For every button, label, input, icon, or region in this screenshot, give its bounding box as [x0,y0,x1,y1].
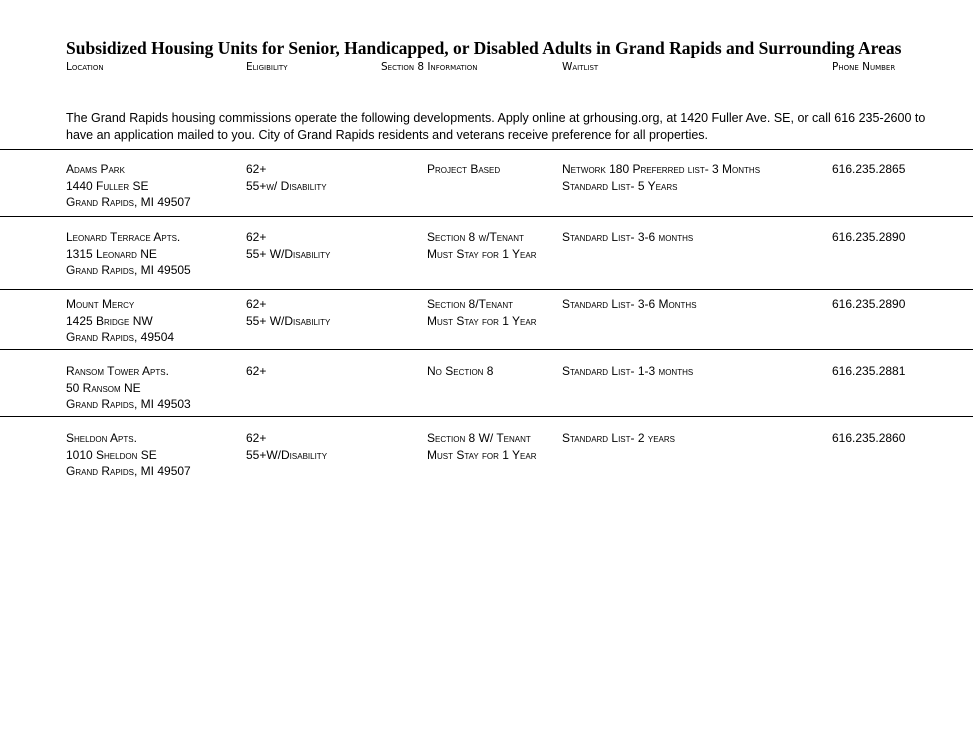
location-cell-line: Sheldon Apts. [66,431,137,445]
location-cell-line: Grand Rapids, MI 49507 [66,464,191,478]
table-row [0,363,978,423]
section8-cell [427,296,537,329]
eligibility-cell-line: 55+ W/Disability [246,246,331,261]
section8-cell [427,161,500,178]
eligibility-cell-line: 62+ [246,162,267,176]
eligibility-cell-line: 62+ [246,297,267,311]
location-cell-line: Adams Park [66,162,125,176]
phone-cell [832,363,905,380]
eligibility-cell [246,229,330,262]
eligibility-cell [246,161,327,194]
phone-cell [832,161,905,178]
section8-cell-line: Section 8 w/Tenant [427,230,524,244]
document-title: Subsidized Housing Units for Senior, Handicapped, or Disabled Adults in Grand Rapids and Surrounding Areas [66,38,902,58]
location-cell-line: Grand Rapids, 49504 [66,330,175,344]
location-cell [66,161,191,211]
eligibility-cell-line: 55+W/Disability [246,447,328,462]
section8-cell-line: Section 8/Tenant [427,297,514,311]
table-row [0,296,978,356]
waitlist-cell-line: Standard List- 3-6 months [562,230,694,244]
column-header-section8: Section 8 Information [381,61,478,73]
section8-cell-line: Must Stay for 1 Year [427,246,537,261]
eligibility-cell-line: 62+ [246,230,267,244]
location-cell-line: Ransom Tower Apts. [66,364,169,378]
location-cell-line: 1010 Sheldon SE [66,447,157,462]
intro-line: The Grand Rapids housing commissions operate the following developments. Apply online at grhousing.org, at 1420 Fuller Ave. SE, or call 616 235-2600 to [66,111,926,125]
location-cell [66,296,174,346]
column-header-eligibility: Eligibility [246,61,288,73]
row-divider [0,149,973,150]
location-cell-line: Grand Rapids, MI 49507 [66,195,191,209]
intro-paragraph [66,110,946,144]
eligibility-cell-line: 62+ [246,364,267,378]
location-cell-line: 1425 Bridge NW [66,313,153,328]
section8-cell-line: Project Based [427,162,501,176]
location-cell-line: Grand Rapids, MI 49503 [66,397,191,411]
eligibility-cell-line: 62+ [246,431,267,445]
phone-cell-line: 616.235.2881 [832,364,906,378]
table-row [0,229,978,289]
waitlist-cell [562,229,693,246]
waitlist-cell-line: Standard List- 2 years [562,431,675,445]
location-cell [66,229,191,279]
column-header-waitlist: Waitlist [562,61,599,73]
row-divider [0,289,973,290]
table-row [0,430,978,490]
phone-cell [832,430,905,447]
section8-cell-line: No Section 8 [427,364,494,378]
phone-cell-line: 616.235.2890 [832,230,906,244]
location-cell-line: Mount Mercy [66,297,135,311]
eligibility-cell [246,296,330,329]
waitlist-cell-line: Standard List- 3-6 Months [562,297,697,311]
column-header-phone: Phone Number [832,61,896,73]
section8-cell [427,229,537,262]
phone-cell-line: 616.235.2890 [832,297,906,311]
intro-line: have an application mailed to you. City of Grand Rapids residents and veterans receive preference for all properties. [66,128,709,142]
section8-cell-line: Must Stay for 1 Year [427,447,537,462]
section8-cell-line: Section 8 W/ Tenant [427,431,531,445]
waitlist-cell-line: Network 180 Preferred list- 3 Months [562,162,761,176]
section8-cell [427,430,537,463]
location-cell [66,430,191,480]
waitlist-cell [562,430,675,447]
phone-cell-line: 616.235.2865 [832,162,906,176]
eligibility-cell-line: 55+ W/Disability [246,313,331,328]
column-header-location: Location [66,61,104,73]
waitlist-cell [562,161,760,194]
location-cell-line: Grand Rapids, MI 49505 [66,263,191,277]
phone-cell [832,229,905,246]
location-cell-line: Leonard Terrace Apts. [66,230,181,244]
waitlist-cell [562,296,697,313]
waitlist-cell-line: Standard List- 5 Years [562,178,678,193]
waitlist-cell-line: Standard List- 1-3 months [562,364,694,378]
location-cell-line: 1440 Fuller SE [66,178,149,193]
section8-cell-line: Must Stay for 1 Year [427,313,537,328]
location-cell-line: 50 Ransom NE [66,380,141,395]
location-cell [66,363,191,413]
section8-cell [427,363,493,380]
waitlist-cell [562,363,693,380]
eligibility-cell [246,363,266,380]
table-row [0,161,978,221]
eligibility-cell-line: 55+w/ Disability [246,178,327,193]
phone-cell-line: 616.235.2860 [832,431,906,445]
phone-cell [832,296,905,313]
location-cell-line: 1315 Leonard NE [66,246,157,261]
eligibility-cell [246,430,327,463]
